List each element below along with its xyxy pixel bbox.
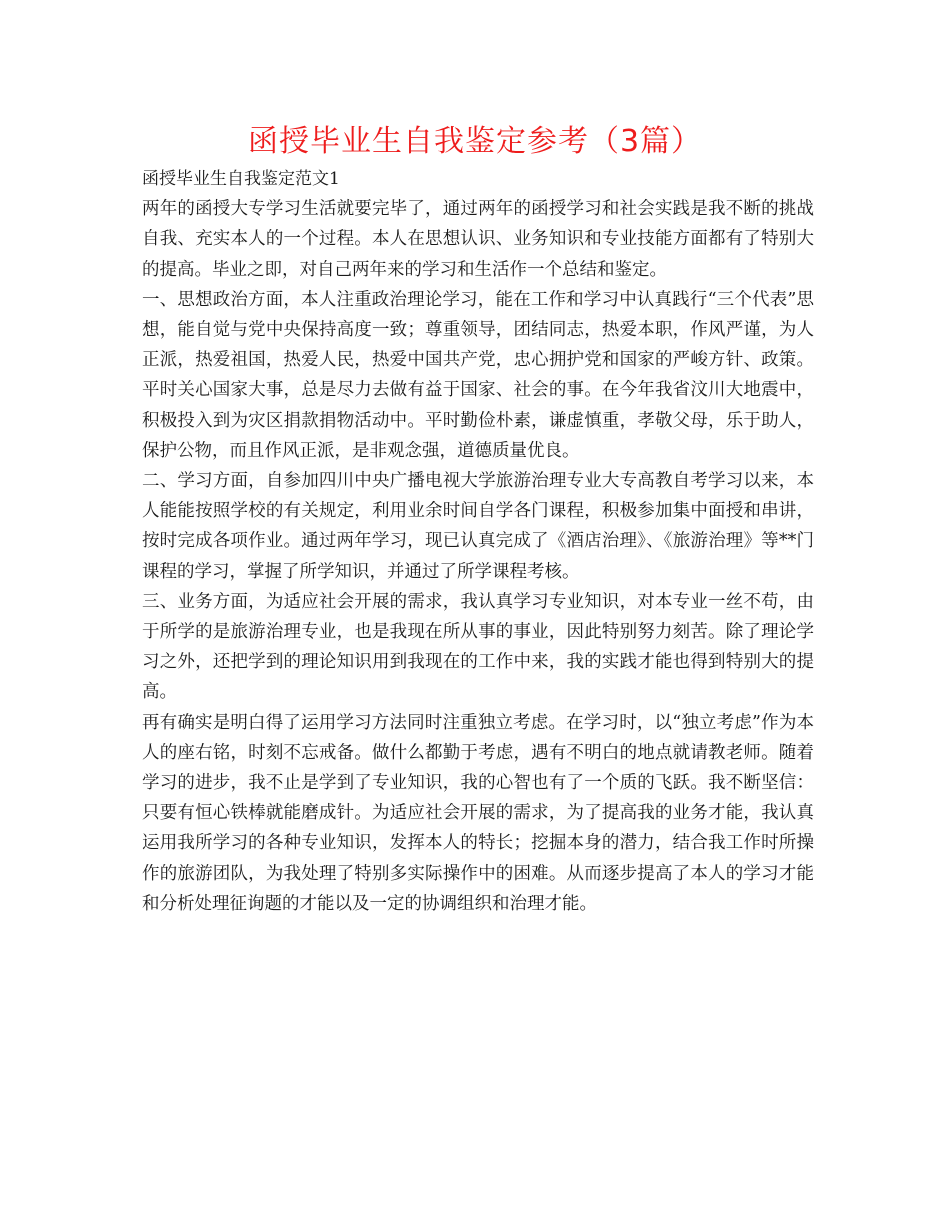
- document-body: [142, 164, 814, 919]
- paragraph-intro: 两年的函授大专学习生活就要完毕了，通过两年的函授学习和社会实践是我不断的挑战自我、充实本人的一个过程。本人在思想认识、业务知识和专业技能方面都有了特别大的提高。毕业之即，对自己两年来的学习和生活作一个总结和鉴定。: [142, 199, 814, 280]
- paragraph-method: 再有确实是明白得了运用学习方法同时注重独立考虑。在学习时，以“独立考虑”作为本人的座右铭，时刻不忘戒备。做什么都勤于考虑，遇有不明白的地点就请教老师。随着学习的进步，我不止是学到了专业知识，我的心智也有了一个质的飞跃。我不断坚信：只要有恒心铁棒就能磨成针。为适应社会开展的需求，为了提高我的业务才能，我认真运用我所学习的各种专业知识，发挥本人的特长；挖掘本身的潜力，结合我工作时所操作的旅游团队，为我处理了特别多实际操作中的困难。从而逐步提高了本人的学习才能和分析处理征询题的才能以及一定的协调组织和治理才能。: [142, 712, 814, 914]
- document-title: 函授毕业生自我鉴定参考（3篇）: [247, 124, 703, 159]
- paragraph-business: 三、业务方面，为适应社会开展的需求，我认真学习专业知识，对本专业一丝不苟，由于所学的是旅游治理专业，也是我现在所从事的事业，因此特别努力刻苦。除了理论学习之外，还把学到的理论知识用到我现在的工作中来，我的实践才能也得到特别大的提高。: [142, 591, 814, 703]
- paragraph-political: 一、思想政治方面，本人注重政治理论学习，能在工作和学习中认真践行“三个代表”思想，能自觉与党中央保持高度一致；尊重领导，团结同志，热爱本职，作风严谨，为人正派，热爱祖国，热爱人民，热爱中国共产党，忠心拥护党和国家的严峻方针、政策。平时关心国家大事，总是尽力去做有益于国家、社会的事。在今年我省汶川大地震中，积极投入到为灾区捐款捐物活动中。平时勤俭朴素，谦虚慎重，孝敬父母，乐于助人，保护公物，而且作风正派，是非观念强，道德质量优良。: [142, 289, 814, 461]
- document-subtitle: 函授毕业生自我鉴定范文1: [142, 169, 340, 189]
- paragraph-study: 二、学习方面，自参加四川中央广播电视大学旅游治理专业大专高教自考学习以来，本人能能按照学校的有关规定，利用业余时间自学各门课程，积极参加集中面授和串讲，按时完成各项作业。通过两年学习，现已认真完成了《酒店治理》、《旅游治理》等**门课程的学习，掌握了所学知识，并通过了所学课程考核。: [142, 471, 814, 582]
